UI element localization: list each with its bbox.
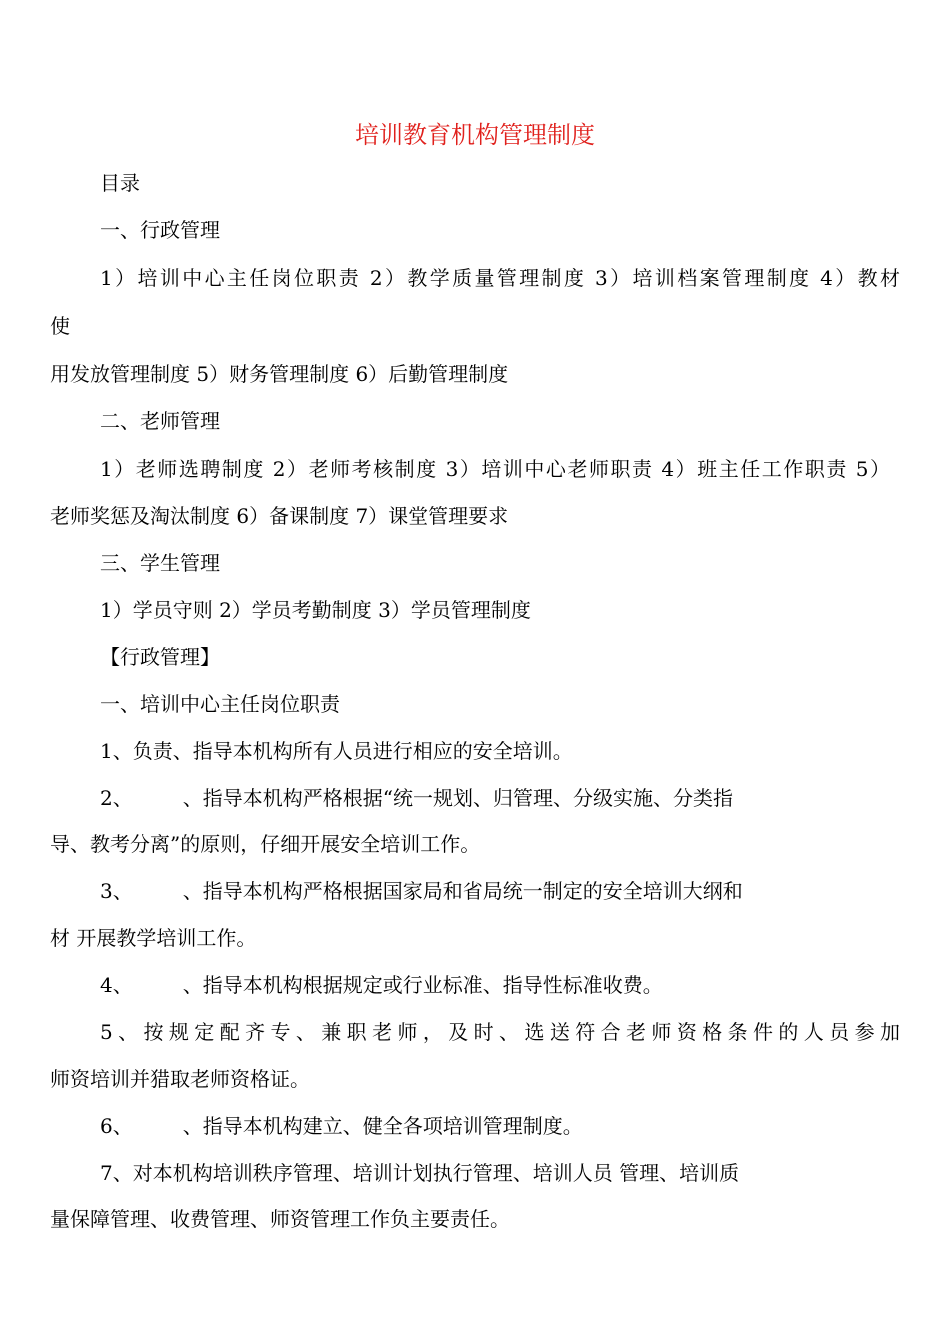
item-4: 4、 、指导本机构根据规定或行业标准、指导性标准收费。: [100, 973, 663, 997]
item-1: 1、负责、指导本机构所有人员进行相应的安全培训。: [100, 739, 573, 763]
toc-section2-heading: 二、老师管理: [100, 409, 220, 433]
item-7-line2: 量保障管理、收费管理、师资管理工作负主要责任。: [50, 1207, 510, 1231]
item-5-line2: 师资培训并猎取老师资格证。: [50, 1067, 310, 1091]
toc-section3-heading: 三、学生管理: [100, 551, 220, 575]
toc-section2-items-line1: 1）老师选聘制度 2）老师考核制度 3）培训中心老师职责 4）班主任工作职责 5）: [100, 457, 890, 481]
item-2-line2: 导、教考分离”的原则，仔细开展安全培训工作。: [50, 832, 481, 856]
toc-heading: 目录: [100, 171, 140, 195]
toc-section3-items-line1: 1）学员守则 2）学员考勤制度 3）学员管理制度: [100, 598, 531, 622]
item-7-line1: 7、对本机构培训秩序管理、培训计划执行管理、培训人员 管理、培训质: [100, 1161, 740, 1185]
item-6: 6、 、指导本机构建立、健全各项培训管理制度。: [100, 1114, 583, 1138]
item-3-line2: 材 开展教学培训工作。: [50, 926, 257, 950]
item-5-line1: 5、按规定配齐专、兼职老师，及时、选送符合老师资格条件的人员参加: [100, 1020, 900, 1044]
toc-section2-items-line2: 老师奖惩及淘汰制度 6）备课制度 7）课堂管理要求: [50, 504, 509, 528]
toc-section1-items-line3: 用发放管理制度 5）财务管理制度 6）后勤管理制度: [50, 362, 509, 386]
toc-section1-items-line2: 使: [50, 314, 70, 338]
sub-heading: 一、培训中心主任岗位职责: [100, 692, 340, 716]
page-title: 培训教育机构管理制度: [355, 121, 595, 149]
toc-section1-items-line1: 1）培训中心主任岗位职责 2）教学质量管理制度 3）培训档案管理制度 4）教材: [100, 266, 900, 290]
item-2-line1: 2、 、指导本机构严格根据“统一规划、归管理、分级实施、分类指: [100, 786, 733, 810]
part-heading: 【行政管理】: [100, 645, 220, 669]
toc-section1-heading: 一、行政管理: [100, 218, 220, 242]
item-3-line1: 3、 、指导本机构严格根据国家局和省局统一制定的安全培训大纲和: [100, 879, 743, 903]
